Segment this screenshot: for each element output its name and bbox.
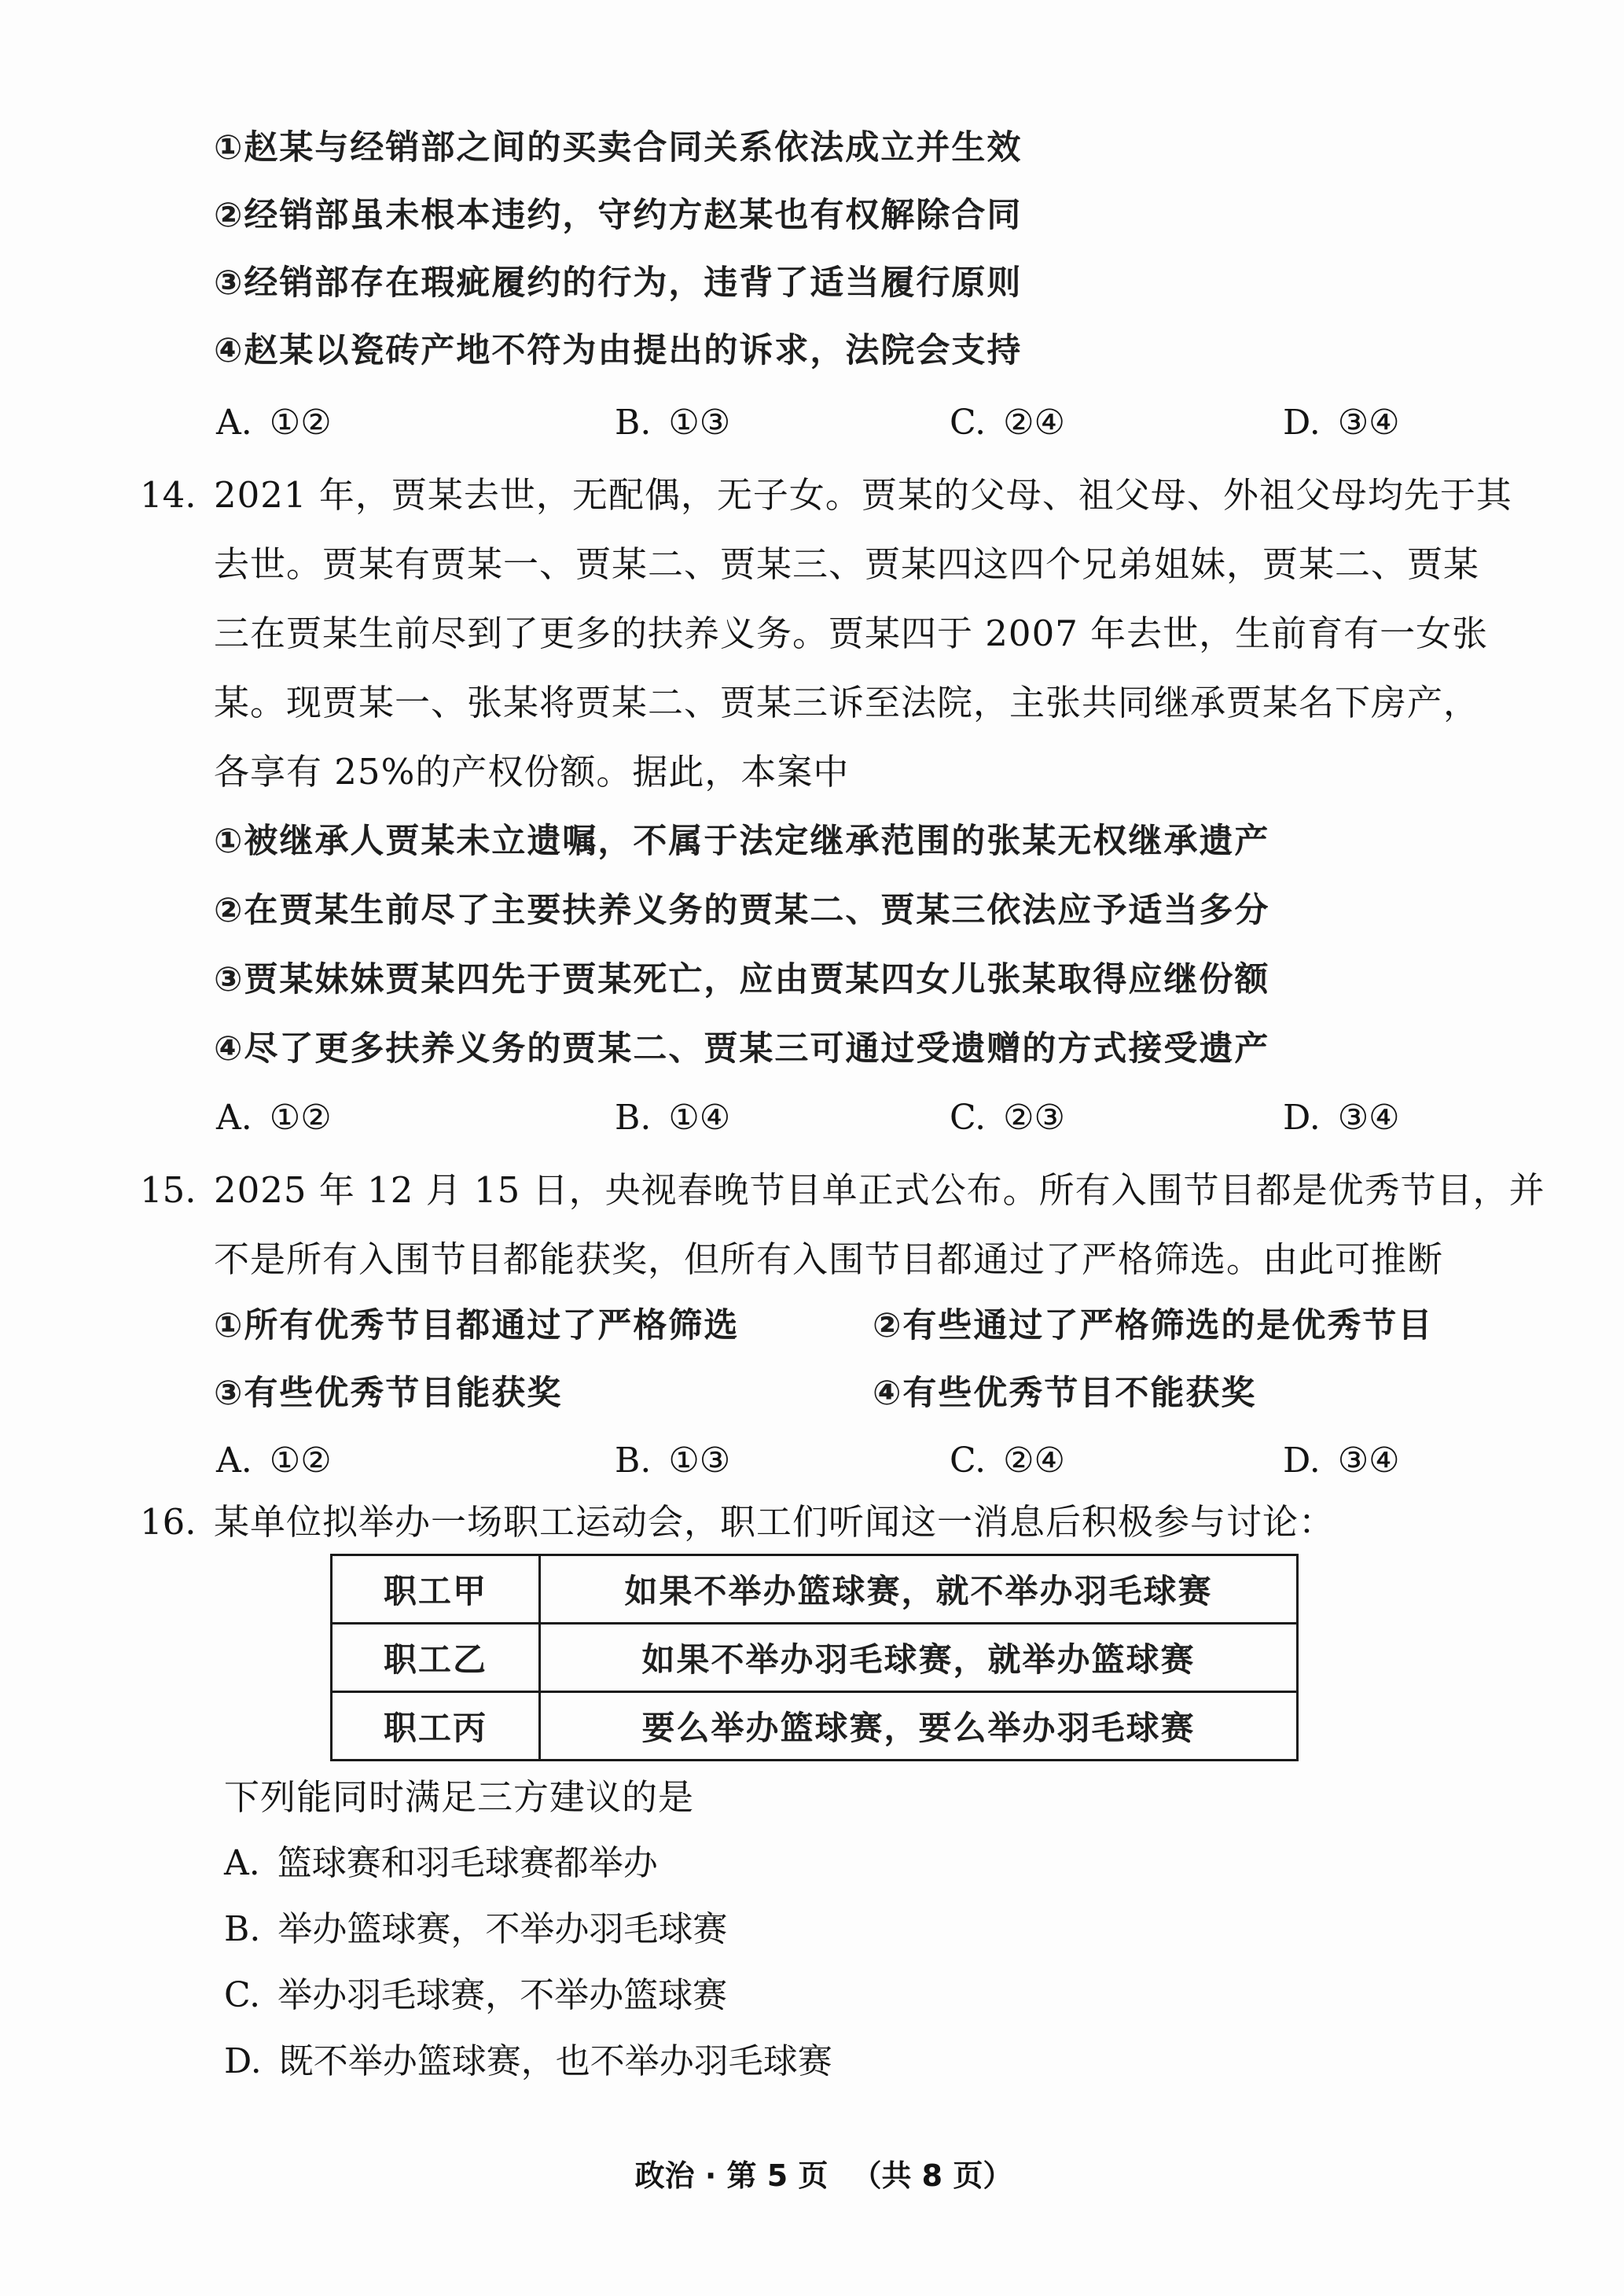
option-letter: D. <box>1283 1441 1321 1481</box>
option-letter: C. <box>950 403 987 443</box>
option-text: ①② <box>269 1441 332 1481</box>
option-letter: D. <box>1283 1098 1321 1138</box>
table-row <box>332 1555 1298 1624</box>
option-text: ③④ <box>1337 1098 1400 1138</box>
q14-statement-1: ①被继承人贾某未立遗嘱，不属于法定继承范围的张某无权继承遗产 <box>214 822 1270 861</box>
table-row <box>332 1692 1298 1761</box>
table-cell-suggestion: 如果不举办羽毛球赛，就举办篮球赛 <box>540 1624 1298 1692</box>
table-cell-speaker: 职工乙 <box>332 1624 540 1692</box>
q15-option-a <box>216 1437 332 1485</box>
q14-option-c <box>950 1095 1065 1142</box>
option-letter: D. <box>1283 403 1321 443</box>
q13-option-b <box>615 399 730 447</box>
q15-number: 15. <box>140 1169 197 1211</box>
table-cell-suggestion: 如果不举办篮球赛，就不举办羽毛球赛 <box>540 1555 1298 1624</box>
option-letter: A. <box>216 1441 252 1481</box>
option-letter: D. <box>224 2041 262 2081</box>
option-text: ③④ <box>1337 1441 1400 1481</box>
table-cell-speaker: 职工甲 <box>332 1555 540 1624</box>
option-text: ①③ <box>668 1441 731 1481</box>
option-letter: C. <box>950 1441 987 1481</box>
q14-stem-line-4: 某。现贾某一、张某将贾某二、贾某三诉至法院，主张共同继承贾某名下房产， <box>214 682 1480 723</box>
option-letter: C. <box>950 1098 987 1138</box>
q16-prompt: 下列能同时满足三方建议的是 <box>224 1776 695 1818</box>
q15-option-d <box>1283 1437 1400 1485</box>
q16-number: 16. <box>140 1501 197 1543</box>
q14-stem-line-2: 去世。贾某有贾某一、贾某二、贾某三、贾某四这四个兄弟姐妹，贾某二、贾某 <box>214 543 1480 585</box>
q16-option-d <box>224 2038 832 2085</box>
option-letter: C. <box>224 1975 261 2015</box>
q13-statement-4: ④赵某以瓷砖产地不符为由提出的诉求，法院会支持 <box>214 331 1023 370</box>
table-cell-suggestion: 要么举办篮球赛，要么举办羽毛球赛 <box>540 1692 1298 1761</box>
q13-option-d <box>1283 399 1400 447</box>
q16-option-a <box>224 1840 658 1887</box>
footer-subject-page: 政治 · 第 5 页 <box>634 2158 829 2193</box>
option-letter: A. <box>216 1098 252 1138</box>
option-text: ①④ <box>668 1098 731 1138</box>
q13-option-c <box>950 399 1065 447</box>
q14-statement-2: ②在贾某生前尽了主要扶养义务的贾某二、贾某三依法应予适当多分 <box>214 891 1270 930</box>
q13-option-a <box>216 399 332 447</box>
q13-statement-2: ②经销部虽未根本违约，守约方赵某也有权解除合同 <box>214 196 1023 235</box>
option-text: ②③ <box>1003 1098 1065 1138</box>
table-cell-speaker: 职工丙 <box>332 1692 540 1761</box>
option-letter: A. <box>224 1843 260 1883</box>
option-letter: B. <box>615 1098 652 1138</box>
option-text: ③④ <box>1337 403 1400 443</box>
option-letter: B. <box>615 1441 652 1481</box>
q16-table <box>330 1554 1299 1761</box>
option-text: 篮球赛和羽毛球赛都举办 <box>277 1843 658 1883</box>
table-row <box>332 1624 1298 1692</box>
option-text: ①③ <box>668 403 731 443</box>
option-text: 举办羽毛球赛，不举办篮球赛 <box>277 1975 728 2015</box>
option-text: 举办篮球赛，不举办羽毛球赛 <box>277 1909 728 1949</box>
q14-number: 14. <box>140 474 197 516</box>
q14-option-d <box>1283 1095 1400 1142</box>
q15-statement-1: ①所有优秀节目都通过了严格筛选 <box>214 1306 740 1345</box>
q13-statement-1: ①赵某与经销部之间的买卖合同关系依法成立并生效 <box>214 128 1023 167</box>
q14-stem-line-1: 2021 年，贾某去世，无配偶，无子女。贾某的父母、祖父母、外祖父母均先于其 <box>214 474 1512 516</box>
footer-total-pages: （共 8 页） <box>851 2158 1013 2193</box>
option-text: ②④ <box>1003 403 1065 443</box>
q15-option-c <box>950 1437 1065 1485</box>
q14-option-a <box>216 1095 332 1142</box>
option-text: 既不举办篮球赛，也不举办羽毛球赛 <box>278 2041 832 2081</box>
q15-statement-2: ②有些通过了严格筛选的是优秀节目 <box>873 1306 1434 1345</box>
option-letter: B. <box>224 1909 261 1949</box>
q13-statement-3: ③经销部存在瑕疵履约的行为，违背了适当履行原则 <box>214 263 1023 303</box>
q14-stem-line-5: 各享有 25%的产权份额。据此，本案中 <box>214 751 850 793</box>
option-text: ①② <box>269 1098 332 1138</box>
q14-statement-4: ④尽了更多扶养义务的贾某二、贾某三可通过受遗赠的方式接受遗产 <box>214 1029 1270 1069</box>
option-letter: B. <box>615 403 652 443</box>
q15-option-b <box>615 1437 730 1485</box>
option-text: ②④ <box>1003 1441 1065 1481</box>
page-footer <box>0 2151 1624 2195</box>
q16-option-c <box>224 1972 727 2019</box>
option-letter: A. <box>216 403 252 443</box>
q16-stem: 某单位拟举办一场职工运动会，职工们听闻这一消息后积极参与讨论： <box>214 1501 1336 1543</box>
q14-stem-line-3: 三在贾某生前尽到了更多的扶养义务。贾某四于 2007 年去世，生前育有一女张 <box>214 613 1489 654</box>
q15-stem-line-2: 不是所有入围节目都能获奖，但所有入围节目都通过了严格筛选。由此可推断 <box>214 1238 1444 1280</box>
q15-stem-line-1: 2025 年 12 月 15 日，央视春晚节目单正式公布。所有入围节目都是优秀节目，并 <box>214 1169 1545 1211</box>
q15-statement-4: ④有些优秀节目不能获奖 <box>873 1374 1257 1413</box>
option-text: ①② <box>269 403 332 443</box>
q15-statement-3: ③有些优秀节目能获奖 <box>214 1374 563 1413</box>
q14-option-b <box>615 1095 730 1142</box>
q14-statement-3: ③贾某妹妹贾某四先于贾某死亡，应由贾某四女儿张某取得应继份额 <box>214 960 1270 999</box>
q16-option-b <box>224 1906 727 1953</box>
